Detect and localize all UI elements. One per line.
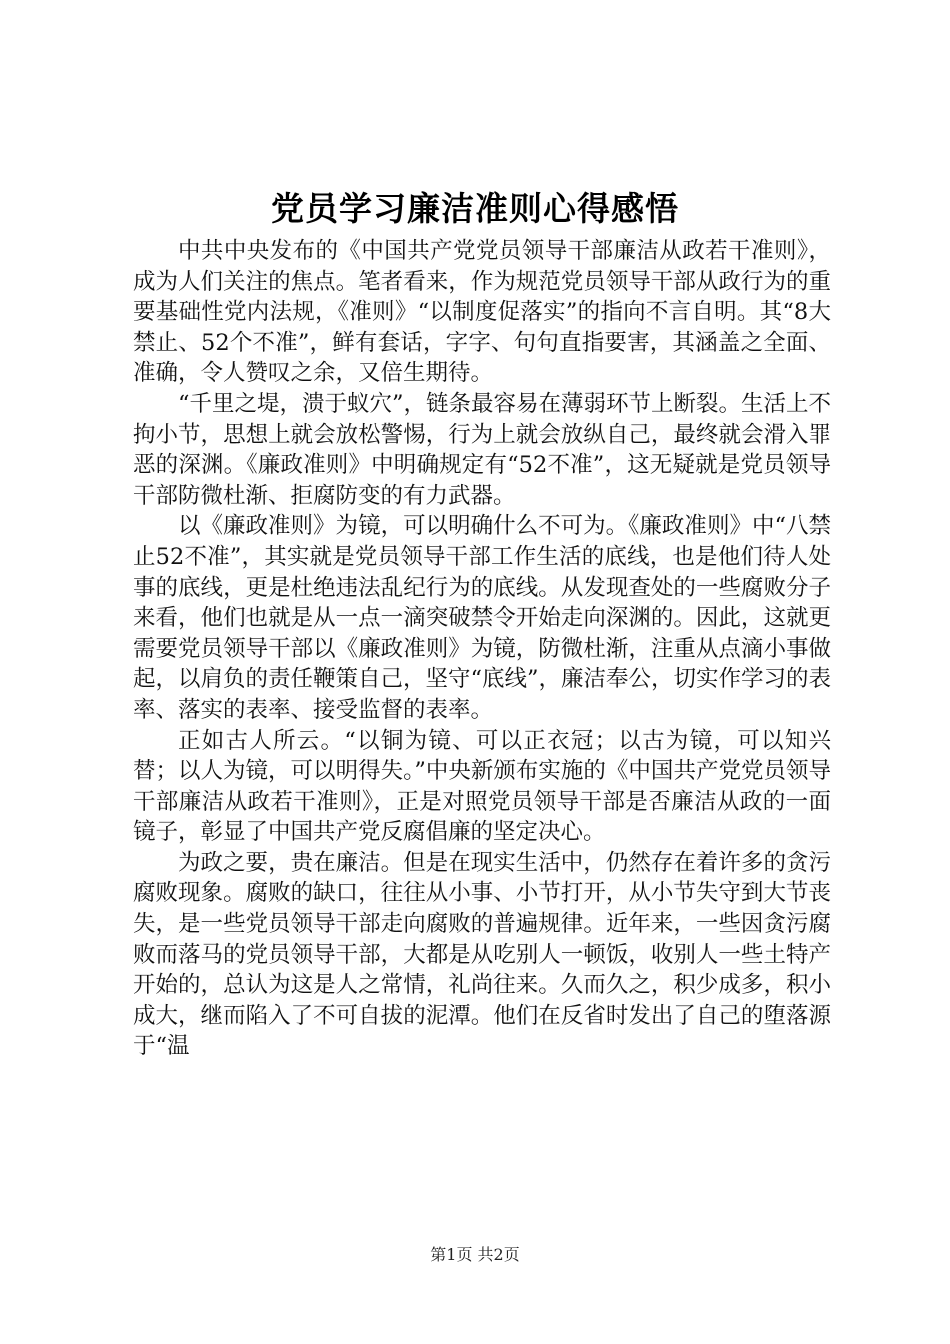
paragraph-2: “千里之堤，溃于蚁穴”，链条最容易在薄弱环节上断裂。生活上不拘小节，思想上就会放松警惕，行为上就会放纵自己，最终就会滑入罪恶的深渊。《廉政准则》中明确规定有“52不准”，这无疑就是党员领导干部防微杜渐、拒腐防变的有力武器。	[133, 390, 832, 509]
paragraph-1: 中共中央发布的《中国共产党党员领导干部廉洁从政若干准则》，成为人们关注的焦点。笔者看来，作为规范党员领导干部从政行为的重要基础性党内法规，《准则》“以制度促落实”的指向不言自明。其“8大禁止、52个不准”，鲜有套话，字字、句句直指要害，其涵盖之全面、准确，令人赞叹之余，又倍生期待。	[133, 238, 831, 387]
page-number-footer: 第1页 共2页	[430, 1245, 520, 1264]
paragraph-3: 以《廉政准则》为镜，可以明确什么不可为。《廉政准则》中“八禁止52不准”，其实就是党员领导干部工作生活的底线，也是他们待人处事的底线，更是杜绝违法乱纪行为的底线。从发现查处的一些腐败分子来看，他们也就是从一点一滴突破禁令开始走向深渊的。因此，这就更需要党员领导干部以《廉政准则》为镜，防微杜渐，注重从点滴小事做起，以肩负的责任鞭策自己，坚守“底线”，廉洁奉公，切实作学习的表率、落实的表率、接受监督的表率。	[133, 513, 832, 723]
paragraph-4: 正如古人所云。“以铜为镜、可以正衣冠；以古为镜，可以知兴替；以人为镜，可以明得失。”中央新颁布实施的《中国共产党党员领导干部廉洁从政若干准则》，正是对照党员领导干部是否廉洁从政的一面镜子，彰显了中国共产党反腐倡廉的坚定决心。	[133, 727, 831, 846]
paragraph-5: 为政之要，贵在廉洁。但是在现实生活中，仍然存在着许多的贪污腐败现象。腐败的缺口，往往从小事、小节打开，从小节失守到大节丧失，是一些党员领导干部走向腐败的普遍规律。近年来，一些因贪污腐败而落马的党员领导干部，大都是从吃别人一顿饭，收别人一些土特产开始的，总认为这是人之常情，礼尚往来。久而久之，积少成多，积小成大，继而陷入了不可自拔的泥潭。他们在反省时发出了自己的堕落源于“温	[133, 849, 831, 1060]
document-title: 党员学习廉洁准则心得感悟	[271, 189, 679, 228]
document-body	[133, 236, 831, 1062]
